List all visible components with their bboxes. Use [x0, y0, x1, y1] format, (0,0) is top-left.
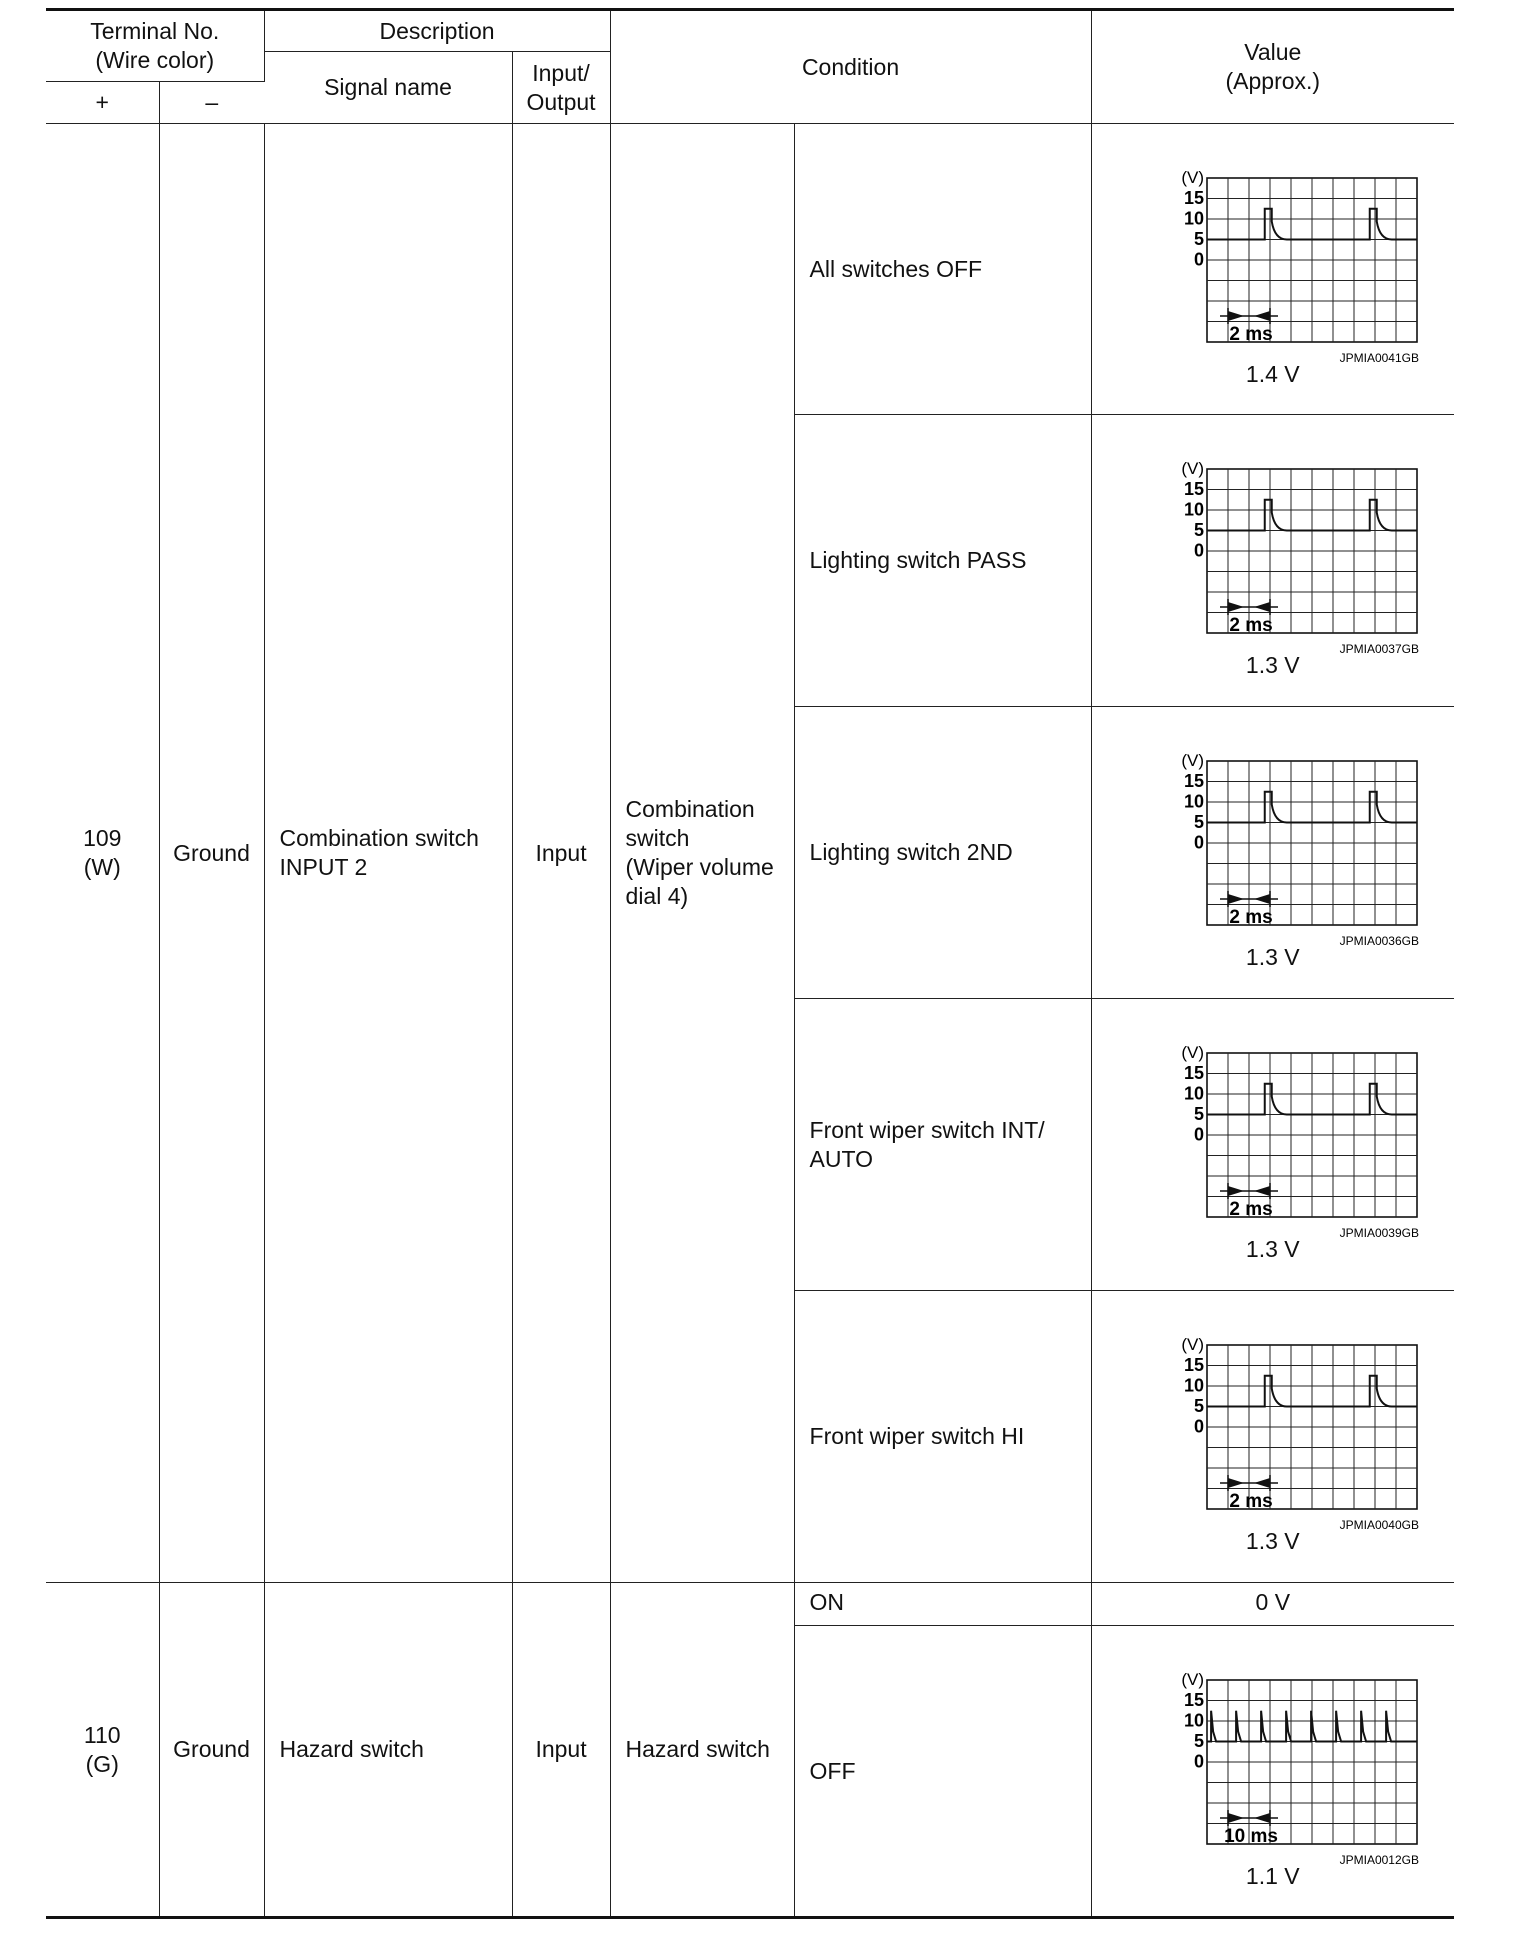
value-cell [1091, 999, 1454, 1291]
value-text: 0 V [1255, 1589, 1291, 1615]
input-output: Input [512, 124, 610, 1583]
signal-name [264, 124, 512, 1583]
oscilloscope-waveform [1092, 737, 1455, 947]
value-cell [1091, 124, 1454, 415]
condition-line1: Lighting switch 2ND [809, 839, 1013, 865]
condition-line1: ON [809, 1589, 845, 1615]
condition-state [794, 1583, 1091, 1626]
scope-tick-label: 10 [1183, 791, 1204, 812]
scope-unit-label: (V) [1181, 1669, 1204, 1689]
terminal-number: 110 [83, 1721, 121, 1748]
terminal-number: 109 [83, 825, 122, 851]
value-text: 1.3 V [1245, 1528, 1300, 1554]
scope-tick-label: 5 [1193, 812, 1204, 832]
scope-tick-label: 15 [1183, 479, 1204, 499]
waveform-trace [1207, 1710, 1417, 1741]
signal-name-line2: INPUT 2 [279, 854, 368, 880]
time-division-label: 2 ms [1229, 907, 1273, 928]
oscilloscope-screen [1123, 445, 1423, 655]
figure-id: JPMIA0037GB [1339, 642, 1419, 655]
arrow-left-icon [1254, 1186, 1270, 1196]
table-row [46, 124, 1454, 415]
scope-tick-label: 5 [1193, 228, 1204, 249]
table-row [46, 1583, 1454, 1626]
header-condition: Condition [610, 10, 1091, 124]
signal-name: Hazard switch [264, 1583, 512, 1918]
condition-group: Hazard switch [610, 1583, 794, 1918]
header-value [1091, 10, 1454, 124]
time-division-label: 2 ms [1229, 1199, 1273, 1220]
scope-unit-label: (V) [1181, 167, 1204, 187]
condition-line1: Front wiper switch INT/ [809, 1116, 1045, 1143]
value-cell [1091, 415, 1454, 707]
header-plus: + [46, 82, 159, 124]
minus-terminal: Ground [159, 124, 264, 1583]
oscilloscope-waveform [1092, 1321, 1455, 1531]
condition-group-line2: switch [625, 825, 690, 851]
scope-tick-label: 15 [1183, 1689, 1204, 1710]
arrow-left-icon [1254, 894, 1270, 904]
input-output: Input [512, 1583, 610, 1918]
oscilloscope-screen [1123, 1656, 1423, 1866]
oscilloscope-screen [1123, 154, 1423, 364]
arrow-left-icon [1254, 1478, 1270, 1488]
scope-unit-label: (V) [1181, 459, 1204, 478]
scope-tick-label: 10 [1183, 1375, 1204, 1396]
scope-tick-label: 0 [1193, 249, 1204, 269]
scope-unit-label: (V) [1181, 1335, 1204, 1354]
scope-tick-label: 0 [1193, 540, 1204, 561]
header-signal-name: Signal name [264, 52, 512, 124]
scope-tick-label: 0 [1193, 1751, 1204, 1771]
condition-group-line4: dial 4) [625, 883, 689, 909]
value-text: 1.1 V [1245, 1862, 1300, 1889]
condition-group-line1: Combination [625, 796, 755, 822]
condition-state [794, 707, 1091, 999]
header-value-label: Value [1244, 39, 1302, 65]
arrow-right-icon [1228, 1186, 1244, 1196]
scope-tick-label: 5 [1193, 520, 1204, 540]
scope-tick-label: 5 [1193, 1730, 1204, 1751]
arrow-left-icon [1254, 311, 1270, 321]
scope-tick-label: 5 [1193, 1104, 1204, 1124]
header-terminal-no [46, 10, 264, 82]
condition-state [794, 999, 1091, 1291]
arrow-left-icon [1254, 1813, 1270, 1823]
time-division-label: 2 ms [1229, 323, 1273, 345]
header-terminal-label: Terminal No. [90, 18, 220, 44]
time-division-label: 10 ms [1223, 1825, 1278, 1847]
value-cell [1091, 707, 1454, 999]
condition-state [794, 1626, 1091, 1918]
scope-tick-label: 5 [1193, 1396, 1204, 1416]
condition-line1: Front wiper switch HI [809, 1423, 1025, 1449]
oscilloscope-screen [1123, 1029, 1423, 1239]
condition-state [794, 415, 1091, 707]
oscilloscope-screen [1123, 1321, 1423, 1531]
header-minus: – [159, 82, 264, 124]
oscilloscope-waveform [1092, 1029, 1455, 1239]
condition-line1: All switches OFF [809, 255, 983, 282]
scope-tick-label: 10 [1183, 1083, 1204, 1104]
arrow-right-icon [1228, 602, 1244, 612]
condition-line1: OFF [809, 1757, 856, 1784]
scope-tick-label: 10 [1183, 1710, 1204, 1730]
scope-tick-label: 10 [1183, 499, 1204, 520]
oscilloscope-screen [1123, 737, 1423, 947]
scope-tick-label: 0 [1193, 1416, 1204, 1437]
scope-tick-label: 0 [1193, 1124, 1204, 1145]
header-wire-color-label: (Wire color) [95, 47, 215, 73]
oscilloscope-waveform [1092, 1656, 1455, 1866]
scope-tick-label: 15 [1183, 771, 1204, 791]
condition-state [794, 1291, 1091, 1583]
header-io-line1: Input/ [532, 59, 590, 86]
arrow-left-icon [1254, 602, 1270, 612]
wire-color: (W) [83, 854, 121, 880]
figure-id: JPMIA0039GB [1339, 1226, 1419, 1239]
signal-name-line1: Combination switch [279, 825, 479, 851]
scope-tick-label: 15 [1183, 187, 1204, 208]
minus-terminal: Ground [159, 1583, 264, 1918]
scope-unit-label: (V) [1181, 1043, 1204, 1062]
scope-tick-label: 15 [1183, 1063, 1204, 1083]
terminal-109 [46, 124, 159, 1583]
scope-tick-label: 0 [1193, 832, 1204, 853]
arrow-right-icon [1228, 1478, 1244, 1488]
header-description: Description [264, 10, 610, 52]
oscilloscope-waveform [1092, 445, 1455, 655]
arrow-right-icon [1228, 894, 1244, 904]
figure-id: JPMIA0040GB [1339, 1518, 1419, 1531]
header-input-output [512, 52, 610, 124]
condition-state [794, 124, 1091, 415]
condition-line1: Lighting switch PASS [809, 547, 1027, 573]
condition-group [610, 124, 794, 1583]
condition-group-line3: (Wiper volume [625, 854, 774, 880]
time-division-label: 2 ms [1229, 1491, 1273, 1512]
value-text: 1.3 V [1245, 944, 1300, 970]
value-cell [1091, 1583, 1454, 1626]
value-text: 1.3 V [1245, 1236, 1300, 1262]
value-cell [1091, 1626, 1454, 1918]
figure-id: JPMIA0012GB [1339, 1852, 1419, 1866]
figure-id: JPMIA0036GB [1339, 934, 1419, 947]
figure-id: JPMIA0041GB [1339, 350, 1419, 364]
header-io-line2: Output [526, 88, 596, 115]
header-approx-label: (Approx.) [1225, 68, 1321, 94]
arrow-right-icon [1228, 311, 1244, 321]
value-text: 1.4 V [1245, 360, 1300, 387]
oscilloscope-waveform [1092, 154, 1455, 364]
time-division-label: 2 ms [1229, 615, 1273, 636]
arrow-right-icon [1228, 1813, 1244, 1823]
value-cell [1091, 1291, 1454, 1583]
scope-tick-label: 15 [1183, 1355, 1204, 1375]
terminal-spec-table [46, 8, 1454, 1919]
scope-tick-label: 10 [1183, 208, 1204, 228]
terminal-110 [46, 1583, 159, 1918]
value-text: 1.3 V [1245, 652, 1300, 678]
condition-line2: AUTO [809, 1145, 874, 1172]
scope-unit-label: (V) [1181, 751, 1204, 770]
wire-color: (G) [85, 1750, 119, 1777]
